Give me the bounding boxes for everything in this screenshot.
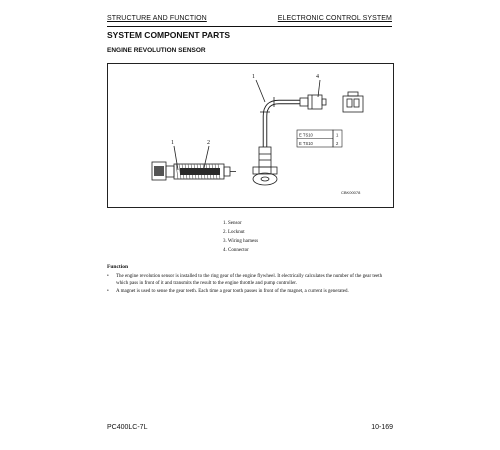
function-bullet <box>107 288 394 295</box>
sensor-cable-fill <box>154 166 164 176</box>
bullet-icon: • <box>107 274 109 279</box>
leader-line <box>204 146 209 168</box>
sensor-diagram <box>107 63 394 208</box>
callout-number: 2 <box>207 140 210 146</box>
connector-label: E TS10 <box>299 141 313 146</box>
callout-number: 1 <box>171 140 174 146</box>
function-bullet <box>107 273 394 287</box>
callout-number: 4 <box>316 74 319 80</box>
connector-pin-label: 1 <box>336 132 339 138</box>
function-bullet-text: A magnet is used to sense the gear teeth. Each time a gear tooth passes in front of the magnet, a current is generated. <box>116 289 349 294</box>
parts-list-item: 3. Wiring harness <box>223 239 259 244</box>
leader-line <box>318 80 320 97</box>
page-title: SYSTEM COMPONENT PARTS <box>107 30 231 40</box>
sensor-core <box>180 168 220 175</box>
header-section-right: ELECTRONIC CONTROL SYSTEM <box>277 15 392 22</box>
footer-page-number: 10-169 <box>371 424 393 431</box>
connector-pin-label: 2 <box>336 141 339 146</box>
wiring-harness <box>265 102 300 147</box>
sensor-body <box>259 147 271 167</box>
callout-number: 1 <box>252 74 255 80</box>
parts-list <box>223 219 258 255</box>
connector-label: E TS10 <box>299 132 313 138</box>
function-bullet-list <box>107 273 394 296</box>
header-section-left: STRUCTURE AND FUNCTION <box>107 15 207 22</box>
footer-model: PC400LC-7L <box>107 424 148 431</box>
figure-code: CBK00078 <box>341 190 361 195</box>
wiring-harness-inner <box>265 102 300 147</box>
sensor-diagram-drawing <box>108 64 394 208</box>
bullet-icon: • <box>107 289 109 294</box>
page-header <box>107 14 392 27</box>
parts-list-item: 1. Sensor <box>223 221 242 226</box>
page-subtitle: ENGINE REVOLUTION SENSOR <box>107 47 206 54</box>
leader-line <box>256 80 265 102</box>
leader-line <box>174 146 178 170</box>
parts-list-item: 4. Connector <box>223 248 249 253</box>
function-heading: Function <box>107 264 129 270</box>
parts-list-item: 2. Locknut <box>223 230 245 235</box>
sensor-flange <box>253 173 277 185</box>
connector-boot <box>300 98 308 106</box>
connector-body <box>308 95 322 109</box>
connector-face <box>343 96 363 112</box>
function-bullet-text: The engine revolution sensor is installed to the ring gear of the engine flywheel. It electrically calculates the number of the gear teeth which pass in front of it and transmits the result to the engine throttle and pump controller. <box>116 274 383 286</box>
